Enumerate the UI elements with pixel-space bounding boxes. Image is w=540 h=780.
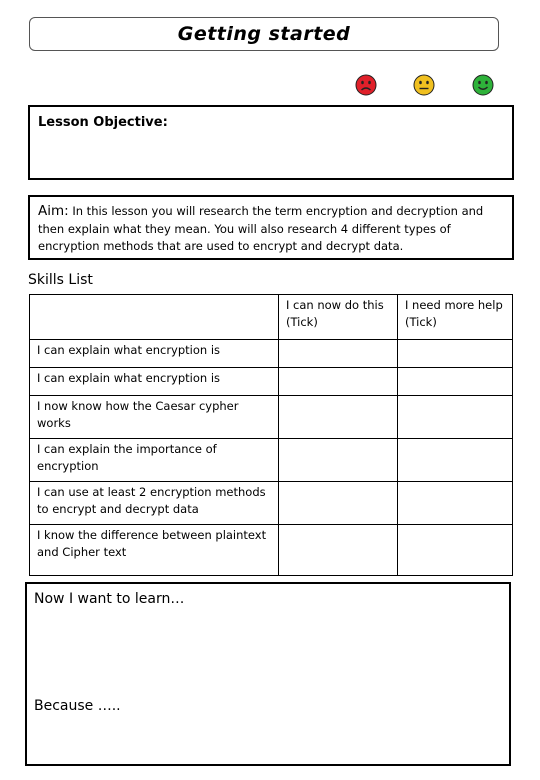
tick-need-help-cell[interactable]	[398, 396, 513, 439]
skill-cell: I can explain what encryption is	[30, 368, 279, 396]
sad-face-icon	[355, 74, 377, 96]
table-row	[30, 340, 513, 368]
page-title: Getting started	[177, 23, 351, 45]
tick-need-help-cell[interactable]	[398, 368, 513, 396]
header-cell-skill	[30, 295, 279, 340]
aim-box	[28, 195, 514, 260]
aim-text: In this lesson you will research the term encryption and decryption and then explain what they mean. You will also research 4 different types of encryption methods that are used to encrypt and decrypt data.	[38, 204, 484, 253]
skill-cell: I know the difference between plaintext and Cipher text	[30, 525, 279, 576]
because-label: Because …..	[34, 698, 121, 714]
aim-label: Aim:	[38, 203, 69, 219]
header-cell-need-help: I need more help (Tick)	[398, 295, 513, 340]
skills-list-heading: Skills List	[28, 272, 93, 288]
skill-cell: I can use at least 2 encryption methods to encrypt and decrypt data	[30, 482, 279, 525]
tick-need-help-cell[interactable]	[398, 439, 513, 482]
tick-can-do-cell[interactable]	[279, 368, 398, 396]
table-row	[30, 439, 513, 482]
table-row	[30, 482, 513, 525]
skill-cell: I can explain what encryption is	[30, 340, 279, 368]
tick-need-help-cell[interactable]	[398, 482, 513, 525]
header-cell-can-do: I can now do this (Tick)	[279, 295, 398, 340]
title-banner	[29, 17, 499, 51]
aim-paragraph	[38, 203, 504, 256]
neutral-face-icon	[413, 74, 435, 96]
tick-can-do-cell[interactable]	[279, 439, 398, 482]
skills-table	[29, 294, 513, 576]
table-row	[30, 368, 513, 396]
tick-can-do-cell[interactable]	[279, 340, 398, 368]
tick-need-help-cell[interactable]	[398, 525, 513, 576]
lesson-objective-label: Lesson Objective:	[38, 115, 168, 130]
tick-can-do-cell[interactable]	[279, 396, 398, 439]
skill-cell: I now know how the Caesar cypher works	[30, 396, 279, 439]
lesson-objective-box[interactable]	[28, 105, 514, 180]
learn-more-box[interactable]	[25, 582, 511, 766]
skill-cell: I can explain the importance of encryption	[30, 439, 279, 482]
learn-more-label: Now I want to learn…	[34, 591, 185, 607]
table-header-row	[30, 295, 513, 340]
table-row	[30, 525, 513, 576]
happy-face-icon	[472, 74, 494, 96]
table-row	[30, 396, 513, 439]
tick-can-do-cell[interactable]	[279, 482, 398, 525]
tick-need-help-cell[interactable]	[398, 340, 513, 368]
tick-can-do-cell[interactable]	[279, 525, 398, 576]
